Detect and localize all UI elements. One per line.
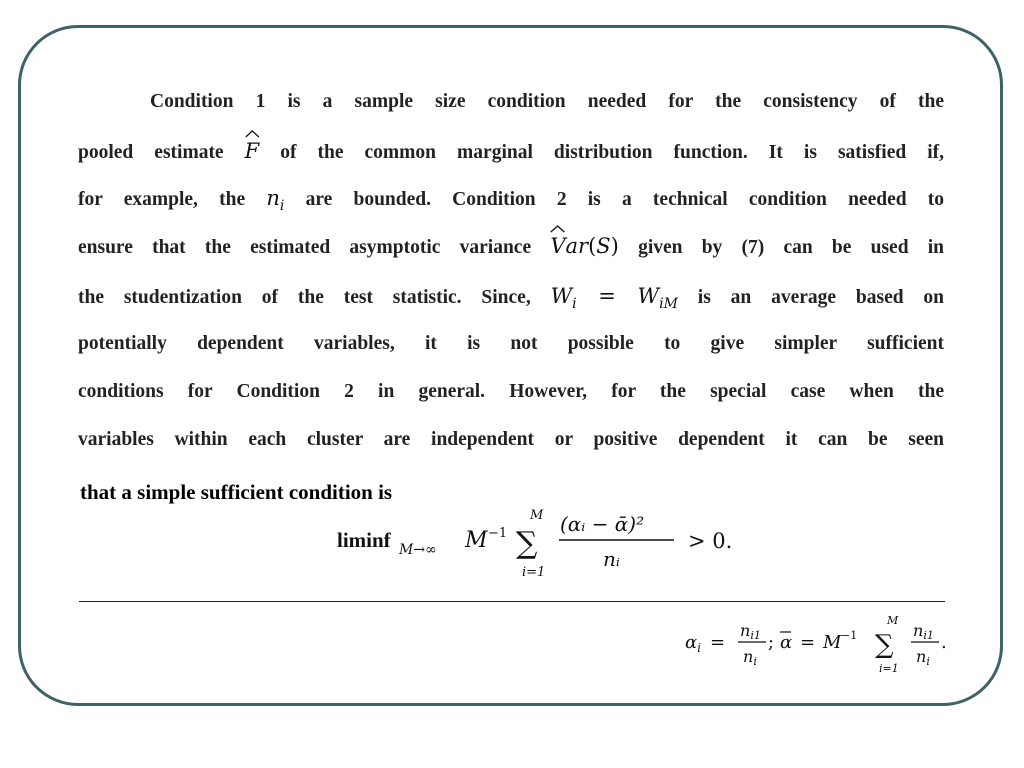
var-s-symbol: Var(S) — [550, 234, 619, 258]
line-1-text: Condition 1 is a sample size condition needed for the consistency of the — [150, 91, 944, 112]
sum-top-limit: M — [530, 508, 544, 523]
line-7-text: conditions for Condition 2 in general. However, for the special case when the — [78, 381, 944, 402]
footnote-sum-top: M — [887, 614, 899, 627]
paragraph-line-2 — [78, 139, 944, 165]
alpha-i: $\alpha_i$ — [685, 632, 701, 655]
paragraph-line-1 — [150, 90, 944, 114]
m-exponent: −1 — [488, 526, 508, 541]
hat-accent-v — [550, 225, 565, 233]
i-subscript: i — [279, 198, 285, 215]
footnote-sigma: ∑ — [875, 630, 894, 660]
formula-rhs: > 0. — [688, 529, 733, 553]
liminf-formula — [337, 504, 757, 584]
frac1-num: ni1 — [740, 621, 761, 642]
f-symbol: F — [244, 139, 260, 163]
frac2-num: ni1 — [913, 621, 934, 642]
line-4-post: given by (7) can be used in — [638, 237, 945, 258]
line-6-text: potentially dependent variables, it is not possible to give simpler sufficient — [78, 333, 944, 354]
line-3-post: are bounded. Condition 2 is a technical condition needed to — [305, 189, 945, 210]
line-2-post: of the common marginal distribution function. It is satisfied if, — [280, 142, 945, 163]
w-equation: $W_i = W_{iM}$ — [550, 284, 678, 313]
sum-sigma: ∑ — [516, 526, 538, 561]
footnote-m: M — [823, 632, 842, 653]
rounded-frame — [18, 25, 1003, 706]
sum-bottom-limit: i=1 — [522, 565, 546, 580]
formula-denominator: nᵢ — [603, 547, 620, 571]
footnote-sum-bottom: i=1 — [879, 662, 899, 674]
paragraph-line-7 — [78, 380, 944, 404]
line-5-post: is an average based on — [697, 287, 945, 308]
footnote-exp: −1 — [841, 629, 858, 642]
equals-2: = — [800, 632, 816, 653]
n-symbol: n — [266, 186, 280, 210]
liminf-text: liminf — [337, 528, 391, 552]
paragraph-line-5 — [78, 284, 944, 316]
m-symbol: M — [465, 528, 488, 553]
frac2-den: ni — [916, 647, 930, 668]
final-line: that a simple sufficient condition is — [80, 480, 393, 504]
v-hat: V — [550, 234, 565, 258]
paragraph-line-4 — [78, 234, 944, 260]
frac1-den: ni — [743, 647, 757, 668]
footnote-end: . — [941, 632, 947, 653]
line-8-text: variables within each cluster are independent or positive dependent it can be seen — [78, 429, 944, 450]
alpha-bar: α — [780, 632, 793, 653]
paragraph-line-6 — [78, 332, 944, 356]
formula-numerator: (αᵢ − ᾱ)² — [560, 512, 645, 536]
footnote-divider — [79, 601, 945, 602]
paragraph-line-3 — [78, 186, 944, 218]
equals-1: = — [710, 632, 726, 653]
f-hat-symbol — [245, 139, 260, 163]
line-3-pre: for example, the — [78, 189, 246, 210]
line-4-pre: ensure that the estimated asymptotic variance — [78, 237, 532, 258]
n-i-symbol — [266, 186, 285, 215]
line-2-pre: pooled estimate — [78, 142, 224, 163]
footnote-formula — [683, 612, 963, 674]
hat-accent — [245, 130, 260, 138]
liminf-subscript: M→∞ — [399, 542, 437, 558]
line-5-pre: the studentization of the test statistic. Since, — [78, 287, 531, 308]
paragraph-line-8 — [78, 428, 944, 452]
separator: ; — [768, 632, 775, 653]
